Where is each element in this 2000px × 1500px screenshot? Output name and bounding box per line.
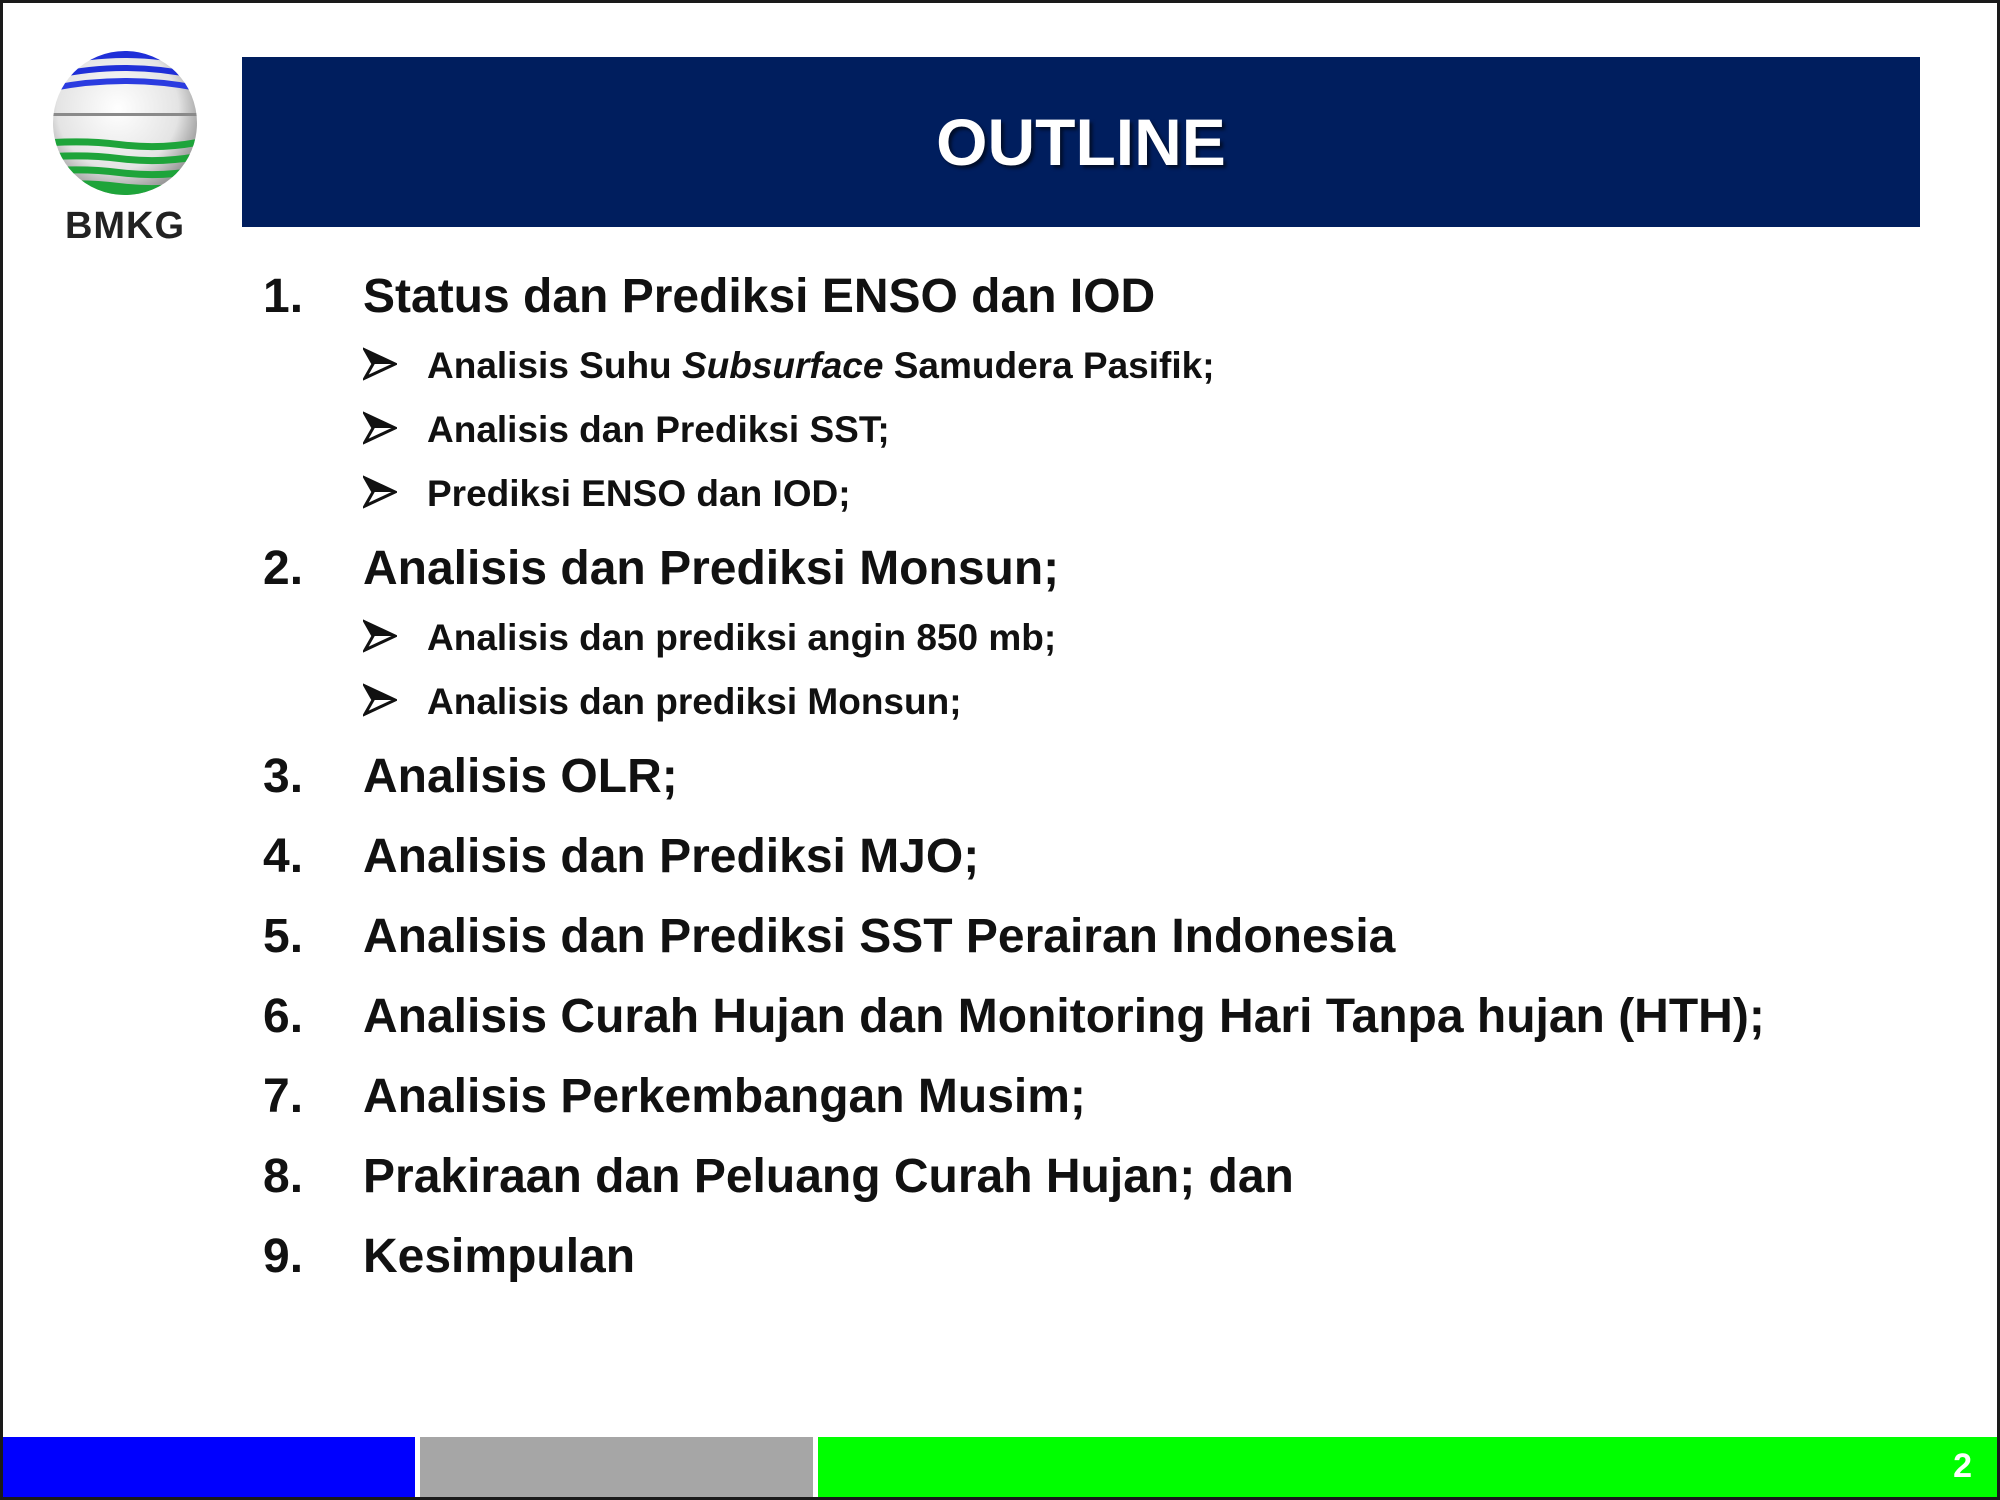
item-number: 9. [263,1230,304,1283]
page-number: 2 [1953,1447,1972,1485]
subitem-text-part: Samudera Pasifik; [883,345,1215,386]
slide-title: OUTLINE [936,105,1226,179]
arrowhead-bullet-icon [363,411,397,445]
item-text: Analisis dan Prediksi Monsun; [363,542,1060,595]
item-number: 8. [263,1150,304,1203]
item-text: Analisis Perkembangan Musim; [363,1070,1086,1123]
footer-bar [3,1437,2000,1500]
arrowhead-bullet-icon [363,475,397,509]
item-number: 7. [263,1070,304,1123]
item-text: Analisis OLR; [363,750,678,803]
subitem-text: Analisis dan prediksi Monsun; [427,681,962,722]
bmkg-logo [49,47,207,257]
item-number: 5. [263,910,304,963]
subitem-text [427,345,1215,387]
arrowhead-bullet-icon [363,683,397,717]
item-number: 6. [263,990,304,1043]
footer-segment-gray [420,1437,813,1500]
globe-logo-icon [49,47,201,199]
footer-segment-green [818,1437,2000,1500]
subitem-text-part: Analisis Suhu [427,345,682,386]
item-number: 1. [263,270,304,323]
subitem-text: Analisis dan Prediksi SST; [427,409,890,450]
subitem-text-italic: Subsurface [681,345,884,386]
item-text: Kesimpulan [363,1230,636,1283]
item-text: Prakiraan dan Peluang Curah Hujan; dan [363,1150,1294,1203]
arrowhead-bullet-icon [363,619,397,653]
item-number: 4. [263,830,304,883]
arrowhead-bullet-icon [363,347,397,381]
item-number: 3. [263,750,304,803]
title-bar [242,57,1920,227]
item-text: Status dan Prediksi ENSO dan IOD [363,270,1156,323]
item-text: Analisis dan Prediksi MJO; [363,830,980,883]
item-text: Analisis Curah Hujan dan Monitoring Hari Tanpa hujan (HTH); [363,990,1765,1043]
footer-segment-blue [3,1437,415,1500]
logo-label: BMKG [64,205,186,247]
item-text: Analisis dan Prediksi SST Perairan Indonesia [363,910,1396,963]
subitem-text: Prediksi ENSO dan IOD; [427,473,851,514]
subitem-text: Analisis dan prediksi angin 850 mb; [427,617,1057,658]
item-number: 2. [263,542,304,595]
